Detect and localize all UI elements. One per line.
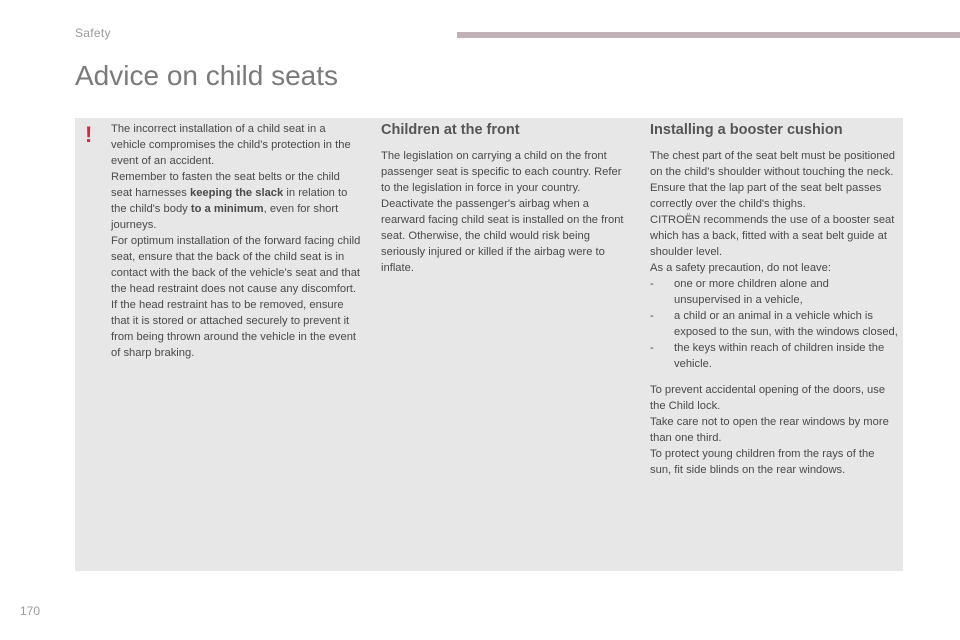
list-item-text: a child or an animal in a vehicle which is exposed to the sun, with the windows closed,	[674, 310, 898, 338]
booster-paragraph-7: To protect young children from the rays of the sun, fit side blinds on the rear windows.	[650, 448, 875, 476]
warning-reminder	[111, 169, 361, 233]
booster-heading: Installing a booster cushion	[650, 122, 843, 138]
warning-intro: The incorrect installation of a child seat in a vehicle compromises the child's protection in the event of an accident.	[111, 123, 351, 167]
booster-paragraph-6: Take care not to open the rear windows by more than one third.	[650, 416, 889, 444]
list-item	[650, 340, 898, 372]
list-item	[650, 276, 898, 308]
warning-column	[111, 121, 361, 361]
reminder-text-a: Remember to fasten the seat belts or the child seat harnesses	[111, 171, 340, 199]
dash-marker: -	[650, 342, 654, 354]
list-item-text: the keys within reach of children inside the vehicle.	[674, 342, 885, 370]
reminder-bold-minimum: to a minimum	[190, 203, 264, 215]
front-paragraph-2: Deactivate the passenger's airbag when a rearward facing child seat is installed on the front seat. Otherwise, the child would risk being seriously injured or killed if the airbag were to inflate.	[381, 198, 624, 274]
booster-paragraph-3: CITROËN recommends the use of a booster seat which has a back, fitted with a seat belt guide at shoulder level.	[650, 214, 895, 258]
booster-bullet-list	[650, 276, 898, 372]
page-number: 170	[20, 604, 41, 618]
reminder-bold-slack: keeping the slack	[189, 187, 284, 199]
booster-paragraph-4: As a safety precaution, do not leave:	[650, 262, 831, 274]
warning-icon: !	[85, 122, 93, 147]
front-heading: Children at the front	[381, 122, 520, 138]
booster-column	[650, 121, 898, 478]
front-paragraph-1: The legislation on carrying a child on the front passenger seat is specific to each country. Refer to the legislation in force in your country.	[381, 150, 622, 194]
dash-marker: -	[650, 310, 654, 322]
dash-marker: -	[650, 278, 654, 290]
booster-paragraph-5: To prevent accidental opening of the doors, use the Child lock.	[650, 384, 886, 412]
booster-paragraph-2: Ensure that the lap part of the seat belt passes correctly over the child's thighs.	[650, 182, 882, 210]
warning-head-restraint: If the head restraint has to be removed, ensure that it is stored or attached securely to prevent it from being thrown around the vehicle in the event of sharp braking.	[111, 299, 357, 359]
header-bar	[457, 32, 960, 38]
front-column	[381, 121, 628, 276]
warning-forward: For optimum installation of the forward facing child seat, ensure that the back of the child seat is in contact with the back of the vehicle's seat and that the head restraint does not cause any discomfort.	[111, 235, 361, 295]
page-title: Advice on child seats	[75, 60, 339, 91]
section-label: Safety	[75, 26, 111, 40]
reminder-text-e: , even for short journeys.	[111, 203, 339, 231]
booster-paragraph-1: The chest part of the seat belt must be positioned on the child's shoulder without touching the neck.	[650, 150, 896, 178]
list-item-text: one or more children alone and unsupervised in a vehicle,	[674, 278, 829, 306]
reminder-text-c: in relation to the child's body	[111, 187, 348, 215]
list-item	[650, 308, 898, 340]
